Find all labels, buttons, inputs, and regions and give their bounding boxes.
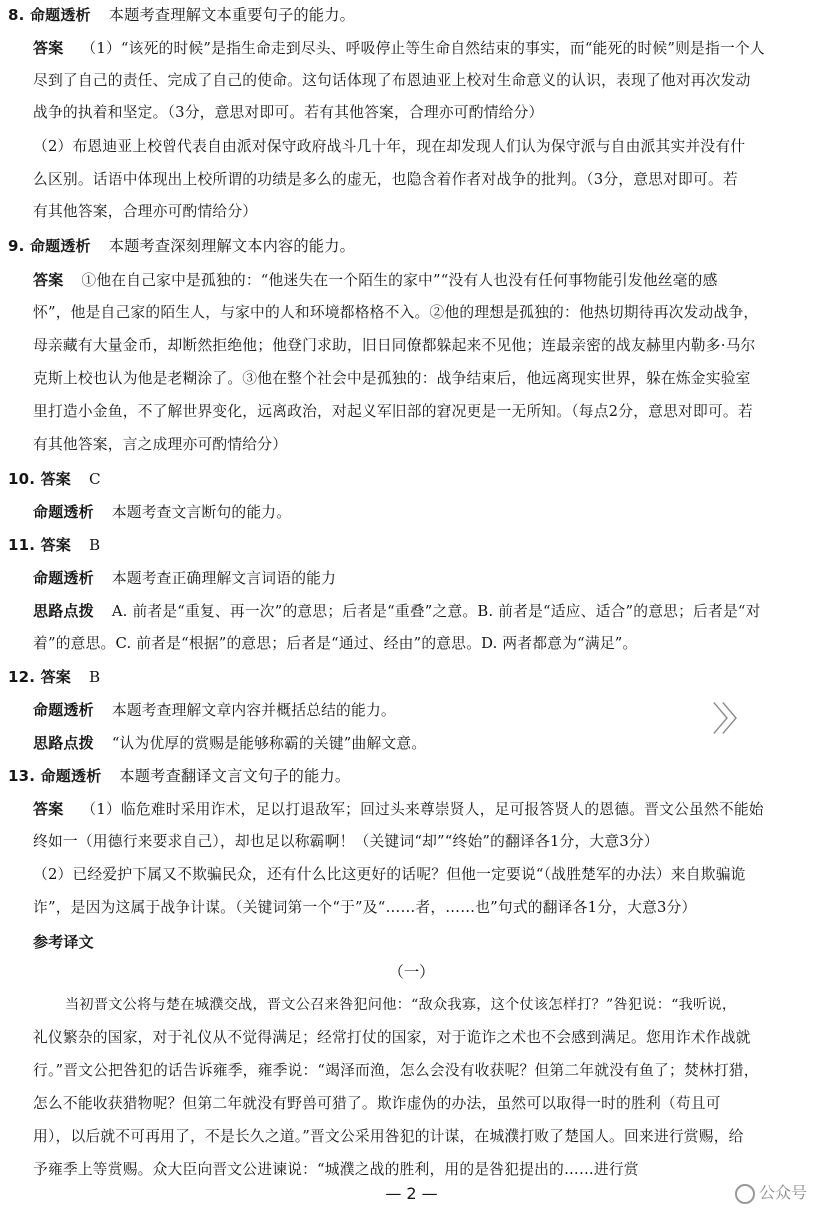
question-label: 答案 [33, 800, 64, 818]
question-label: 命题透析 [33, 701, 94, 719]
text-line [0, 932, 823, 953]
line-text: 本题考查翻译文言文句子的能力。 [119, 767, 351, 785]
text-line [0, 995, 823, 1015]
question-label: 参考译文 [33, 933, 94, 951]
text-line [0, 435, 823, 455]
text-line [0, 898, 823, 918]
line-text: B [89, 536, 101, 554]
watermark [735, 1180, 807, 1204]
section-heading: （一） [388, 963, 435, 981]
text-line [0, 402, 823, 422]
text-line [0, 865, 823, 885]
line-text: 怀”，他是自己家的陌生人，与家中的人和环境都格格不入。②他的理想是孤独的：他热切期待再次发动战争， [33, 304, 759, 321]
text-line [0, 5, 823, 25]
line-text: （2）布恩迪亚上校曾代表自由派对保守政府战斗几十年，现在却发现人们认为保守派与自由派其实并没有什 [33, 138, 746, 155]
question-label: 思路点拨 [33, 734, 94, 752]
text-line [0, 502, 823, 523]
text-line [0, 236, 823, 256]
text-line [0, 568, 823, 589]
text-line [0, 535, 823, 555]
question-label: 10. 答案 [8, 470, 71, 488]
text-line [0, 336, 823, 356]
text-line [0, 667, 823, 687]
page-number: — 2 — [385, 1184, 438, 1203]
text-line [0, 469, 823, 489]
line-text: 战争的执着和坚定。（3分，意思对即可。若有其他答案，合理亦可酌情给分） [33, 104, 544, 121]
text-line [0, 103, 823, 123]
text-line [0, 733, 823, 754]
question-label: 9. 命题透析 [8, 237, 91, 255]
text-line [0, 700, 823, 721]
line-text: 尽到了自己的责任、完成了自己的使命。这句话体现了布恩迪亚上校对生命意义的认识，表现了他对再次发动 [33, 72, 751, 89]
question-label: 命题透析 [33, 569, 94, 587]
line-text: 行。”晋文公把咎犯的话告诉雍季，雍季说：“竭泽而渔，怎么会没有收获呢？但第二年就没有鱼了；焚林打猎， [33, 1062, 759, 1079]
text-line [0, 1127, 823, 1147]
line-text: 本题考查文言断句的能力。 [111, 504, 292, 521]
line-text: 么区别。话语中体现出上校所谓的功绩是多么的虚无，也隐含着作者对战争的批判。（3分，意思对即可。若 [33, 171, 738, 188]
line-text: 用），以后就不可再用了，不是长久之道。”晋文公采用咎犯的计谋，在城濮打败了楚国人。回来进行赏赐，给 [33, 1128, 744, 1145]
text-line [0, 1061, 823, 1081]
wechat-icon [735, 1184, 755, 1204]
text-line [0, 1094, 823, 1114]
line-text: 诈”，是因为这属于战争计谋。（关键词第一个“于”及“……者，……也”句式的翻译各1分，大意3分） [33, 899, 697, 916]
line-text: 本题考查理解文章内容并概括总结的能力。 [111, 702, 396, 719]
question-label: 命题透析 [33, 503, 94, 521]
line-text: 本题考查正确理解文言词语的能力 [111, 570, 337, 587]
line-text: 克斯上校也认为他是老糊涂了。③他在整个社会中是孤独的：战争结束后，他远离现实世界，躲在炼金实验室 [33, 370, 751, 387]
line-text: 母亲藏有大量金币，却断然拒绝他；他登门求助，旧日同僚都躲起来不见他；连最亲密的战友赫里内勒多·马尔 [33, 337, 756, 354]
line-text: 当初晋文公将与楚在城濮交战，晋文公召来咎犯问他：“敌众我寡，这个仗该怎样打？”咎犯说：“我听说， [65, 997, 737, 1013]
text-line [0, 369, 823, 389]
text-line [0, 71, 823, 91]
line-text: 有其他答案，言之成理亦可酌情给分） [33, 436, 288, 453]
chevron-right-icon: 〉〉 [712, 700, 747, 740]
line-text: 本题考查深刻理解文本内容的能力。 [108, 237, 355, 255]
line-text: （1）“该死的时候”是指生命走到尽头、呼吸停止等生命自然结束的事实，而“能死的时候”则是指一个人 [81, 40, 765, 57]
line-text: 礼仪繁杂的国家，对于礼仪从不觉得满足；经常打仗的国家，对于诡诈之术也不会感到满足。您用诈术作战就 [33, 1029, 751, 1046]
line-text: C [89, 470, 101, 488]
text-line [0, 303, 823, 323]
line-text: ①他在自己家中是孤独的：“他迷失在一个陌生的家中”“没有人也没有任何事物能引发他丝毫的感 [81, 272, 718, 289]
text-line [0, 38, 823, 59]
question-label: 12. 答案 [8, 668, 71, 686]
line-text: 有其他答案，合理亦可酌情给分） [33, 203, 258, 220]
text-line [0, 270, 823, 291]
question-label: 答案 [33, 271, 64, 289]
text-line [0, 170, 823, 190]
question-label: 思路点拨 [33, 602, 94, 620]
question-label: 8. 命题透析 [8, 6, 91, 24]
text-line [0, 799, 823, 820]
line-text: （1）临危难时采用诈术，足以打退敌军；回过头来尊崇贤人，足可报答贤人的恩德。晋文公虽然不能始 [81, 801, 764, 818]
text-line [0, 1160, 823, 1180]
line-text: A. 前者是“重复、再一次”的意思；后者是“重叠”之意。B. 前者是“适应、适合”的意思；后者是“对 [111, 603, 761, 620]
text-line [0, 766, 823, 786]
watermark-text: 公众号 [758, 1183, 807, 1202]
line-text: 着”的意思。C. 前者是“根据”的意思；后者是“通过、经由”的意思。D. 两者都意为“满足”。 [33, 635, 638, 652]
text-line [0, 202, 823, 222]
question-label: 13. 命题透析 [8, 767, 102, 785]
line-text: 予雍季上等赏赐。众大臣向晋文公进谏说：“城濮之战的胜利，用的是咎犯提出的……进行赏 [33, 1161, 639, 1178]
text-line [0, 601, 823, 622]
line-text: B [89, 668, 101, 686]
text-line [0, 1028, 823, 1048]
text-line [0, 634, 823, 654]
line-text: 终如一（用德行来要求自己），却也足以称霸啊！（关键词“却”“终始”的翻译各1分，大意3分） [33, 833, 659, 850]
text-line [0, 832, 823, 852]
line-text: 怎么不能收获猎物呢？但第二年就没有野兽可猎了。欺诈虚伪的办法，虽然可以取得一时的胜利（苟且可 [33, 1095, 721, 1112]
line-text: “认为优厚的赏赐是能够称霸的关键”曲解文意。 [111, 735, 427, 752]
question-label: 答案 [33, 39, 64, 57]
text-line [0, 137, 823, 157]
line-text: （2）已经爱护下属又不欺骗民众，还有什么比这更好的话呢？但他一定要说“（战胜楚军的办法）来自欺骗诡 [33, 866, 746, 883]
line-text: 里打造小金鱼，不了解世界变化，远离政治，对起义军旧部的窘况更是一无所知。（每点2分，意思对即可。若 [33, 403, 753, 420]
question-label: 11. 答案 [8, 536, 71, 554]
line-text: 本题考查理解文本重要句子的能力。 [108, 6, 355, 24]
